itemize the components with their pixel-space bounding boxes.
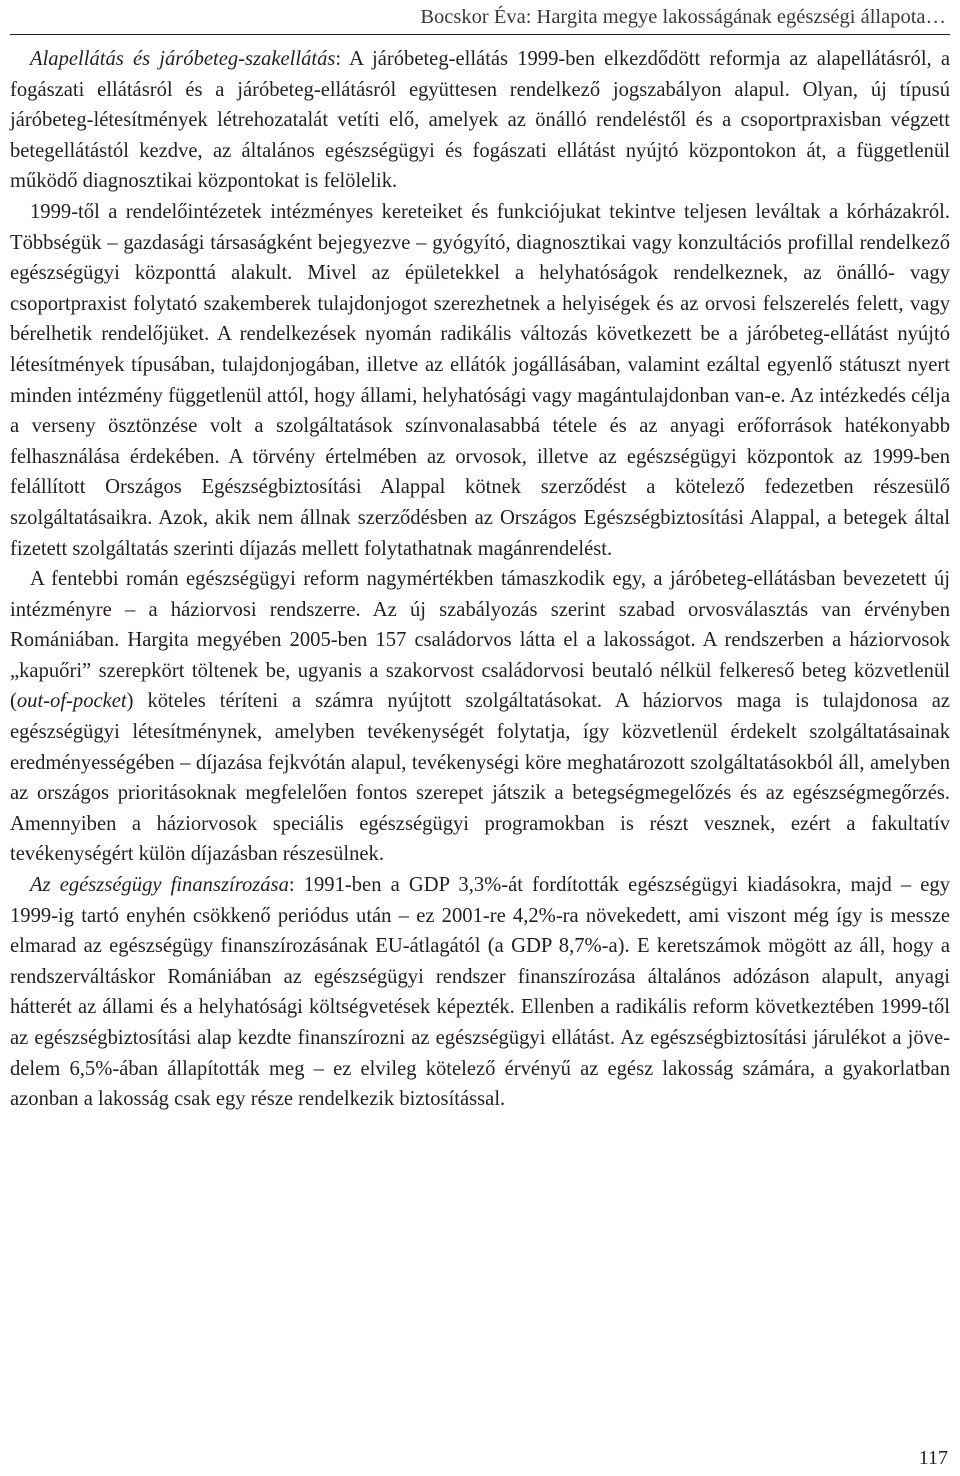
paragraph-text: A fentebbi román egészségügyi reform nagymértékben támaszkodik egy, a járóbeteg-ellátásban bevezetett új intézményre – a háziorvosi rendszerre. Az új szabályozás szerint szabad orvosválasztás van érvényben Romániában. Hargita megyében 2005-ben 157 családorvos látta el a lakosságot. A rendszerben a háziorvosok „kapuőri” szerepkört töltenek be, ugyanis a szakorvost családorvosi beutaló nélkül felkereső beteg közvetlenül ( — [10, 568, 950, 713]
paragraph-outpatient-reform — [10, 197, 950, 564]
article-body — [10, 44, 950, 1115]
paragraph-text: 1999-től a rendelőintézetek intézményes kereteiket és funkciójukat tekintve teljesen leváltak a kórházakról. Többségük – gazdasági társaságként bejegyezve – gyógyító, diagnosztikai vagy konzultációs profillal rendelkező egészségügyi központtá alakult. Mivel az épületekkel a helyhatóságok rendelkeznek, az önálló- vagy csoportpraxist folytató szakemberek tulajdonjogot szerezhetnek a helyiségek és az orvosi felszerelés felett, vagy bérelhetik rendelőjüket. A rendelkezések nyomán radikális változás következett be a járóbeteg-ellátást nyújtó létesítmények típusában, tulajdonjogában, illetve az ellátók jogállásában, valamint ezáltal egyenlő státuszt nyert minden intézmény függetlenül attól, hogy állami, helyhatósági vagy magántulajdonban van-e. Az intézkedés célja a verseny ösztönzése volt a szolgáltatások színvonalasabbá tétele és az anyagi erőforrások hatékonyabb felhasználása érdekében. A törvény értelmében az orvosok, illetve az egészségügyi központok az 1999-ben felállított Országos Egészségbiztosítási Alappal kötnek szerződést a kötelező fedezetben részesülő szolgáltatásaikra. Azok, akik nem állnak szerződésben az Országos Egészségbiztosítási Alappal, a betegek által fizetett szolgáltatás szerinti díjazás mellett folytathatnak magánrendelést. — [10, 200, 950, 560]
paragraph-gp-system — [10, 564, 950, 870]
running-header: Bocskor Éva: Hargita megye lakosságának egészségi állapota… — [420, 6, 946, 28]
italic-term: out-of-pocket — [16, 690, 127, 713]
paragraph-text: : A járóbeteg-ellátás 1999-ben elkezdődött reformja az alapellátásról, a fogászati ellátásról és a járóbeteg-ellátásról együttesen rendelkező jogszabályon alapul. Olyan, új típusú járóbeteg-létesítmények létrehozatalát vetíti elő, amelyek az önálló rendeléstől és a csoportpraxisban végzett betegellátástól kezdve, az általános egészségügyi és fogászati ellátást nyújtó központokon át, a függetlenül működő diagnosztikai központokat is felölelik. — [10, 48, 950, 193]
page-number: 117 — [918, 1447, 948, 1469]
header-divider — [10, 34, 950, 35]
paragraph-text: : 1991-ben a GDP 3,3%-át fordították egészségügyi kiadásokra, majd – egy 1999-ig tartó enyhén csökkenő periódus után – ez 2001-re 4,2%-ra növekedett, ami viszont még így is messze elmarad az egészségügy finanszírozásának EU-átlagától (a GDP 8,7%-a). E keretszámok mögött az áll, hogy a rendszerváltáskor Romániában az egészségügyi rendszer finanszírozása általános adózáson alapult, anyagi hátterét az állami és a helyhatósági költségvetések képezték. Ellenben a radikális reform következtében 1999-től az egészségbiztosítási alap kezdte finanszírozni az egészségügyi ellátást. Az egészségbiztosítási járulékot a jövedelem 6,5%-ában állapították meg – ez elvileg kötelező érvényű az egész lakosság számára, a gyakorlatban azonban a lakosság csak egy része rendelkezik biztosítással. — [10, 874, 950, 1111]
paragraph-primary-care — [10, 44, 950, 197]
paragraph-text: ) köteles téríteni a számra nyújtott szolgáltatásokat. A háziorvos maga is tulajdonosa az egészségügyi létesítménynek, amelyben tevékenységét folytatja, így közvetlenül érdekelt szolgáltatásainak eredményességében – díjazása fejkvótán alapul, tevékenységi köre meghatározott szolgáltatásokból áll, amelyben az országos prioritásoknak megfelelően fontos szerepet játszik a betegségmegelőzés és az egészségmegőrzés. Amennyiben a háziorvosok speciális egészségügyi programokban is részt vesznek, ezért a fakultatív tevékenységért külön díjazásban részesülnek. — [10, 690, 950, 866]
section-lead-primary-care: Alapellátás és járóbeteg-szakellátás — [30, 48, 336, 70]
paragraph-financing — [10, 870, 950, 1115]
section-lead-financing: Az egészségügy finanszírozása — [30, 874, 289, 897]
